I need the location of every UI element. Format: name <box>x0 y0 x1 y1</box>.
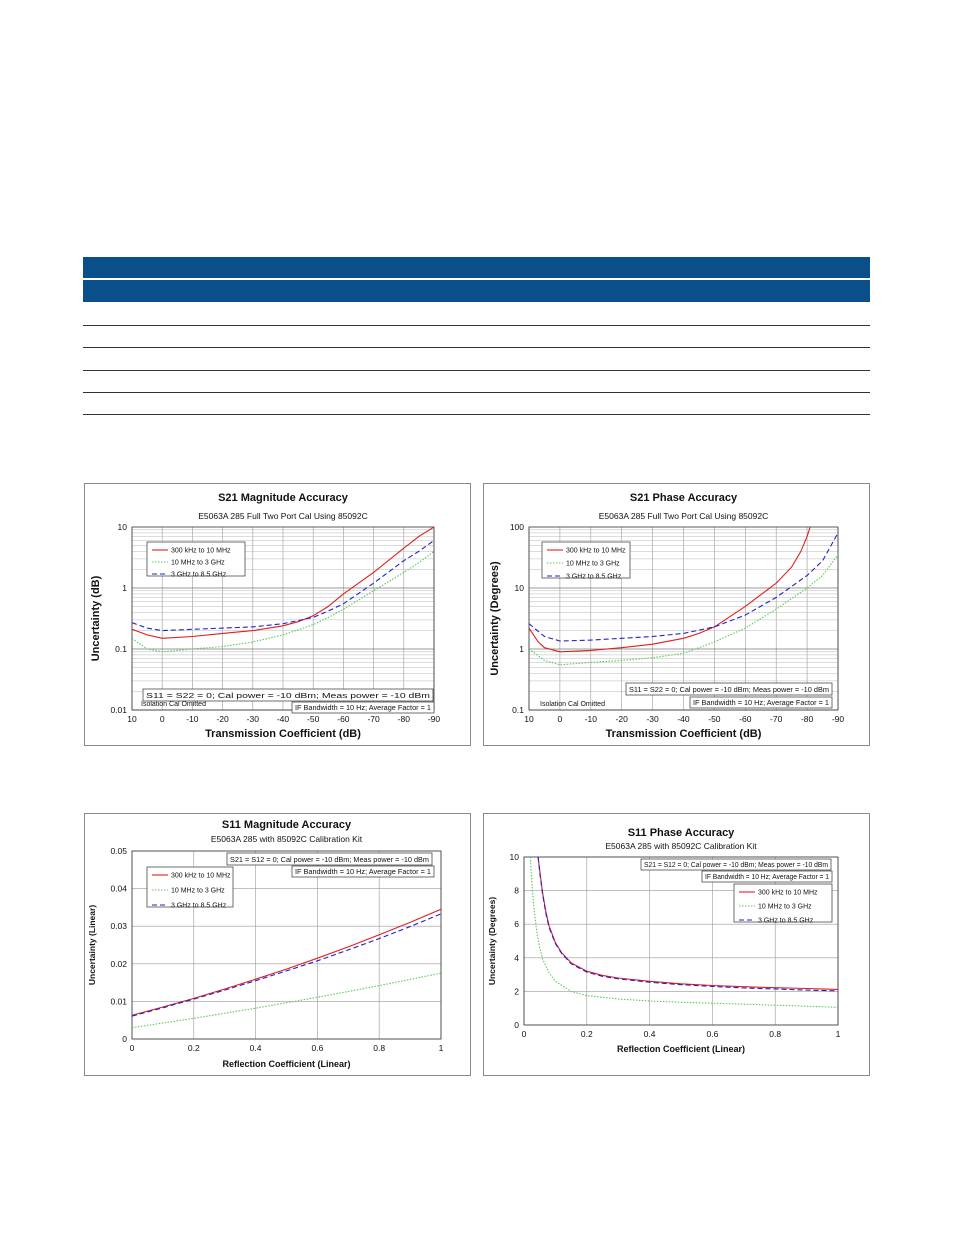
legend-label: 10 MHz to 3 GHz <box>758 903 812 911</box>
table-header-band-1 <box>83 257 870 278</box>
x-tick-label: 0 <box>159 714 165 724</box>
x-tick-label: -80 <box>800 714 814 724</box>
legend-label: 10 MHz to 3 GHz <box>566 560 620 568</box>
x-tick-label: 0.8 <box>769 1029 782 1039</box>
chart-s21-phase <box>484 484 869 745</box>
x-tick-label: -80 <box>397 714 410 724</box>
chart-s11-phase <box>484 814 869 1075</box>
table-rule <box>83 347 870 348</box>
y-tick-label: 8 <box>514 885 519 896</box>
y-tick-label: 0.03 <box>110 921 127 932</box>
x-axis-label: Transmission Coefficient (dB) <box>205 728 361 740</box>
y-tick-label: 4 <box>514 952 519 963</box>
x-tick-label: -90 <box>831 714 845 724</box>
y-tick-label: 0.02 <box>110 958 127 969</box>
chart-s21-magnitude <box>85 484 470 745</box>
legend-label: 300 kHz to 10 MHz <box>566 547 626 555</box>
x-tick-label: 1 <box>438 1043 444 1053</box>
y-tick-label: 0.04 <box>110 883 127 894</box>
chart-subtitle: E5063A 285 with 85092C Calibration Kit <box>210 834 363 844</box>
legend-label: 3 GHz to 8.5 GHz <box>566 573 622 581</box>
annotation-text: IF Bandwidth = 10 Hz; Average Factor = 1 <box>705 874 830 881</box>
x-tick-label: 0.4 <box>249 1043 262 1053</box>
y-tick-label: 0 <box>514 1020 519 1030</box>
chart-panel-s11-phase <box>483 813 870 1076</box>
x-tick-label: 10 <box>524 714 534 724</box>
x-tick-label: -60 <box>337 714 350 724</box>
x-tick-label: 0.6 <box>311 1043 324 1053</box>
x-tick-label: -90 <box>427 714 441 724</box>
x-tick-label: 0 <box>521 1029 527 1039</box>
chart-panel-s21-phase <box>483 483 870 746</box>
annotation-text: S21 = S12 = 0; Cal power = -10 dBm; Meas power = -10 dBm <box>230 857 430 864</box>
chart-s11-magnitude <box>85 814 470 1075</box>
legend-label: 3 GHz to 8.5 GHz <box>171 902 227 910</box>
y-tick-label: 10 <box>514 583 524 593</box>
x-tick-label: -30 <box>246 714 259 724</box>
y-tick-label: 0.05 <box>110 846 127 856</box>
table-rule <box>83 392 870 393</box>
y-tick-label: 0.1 <box>115 644 127 654</box>
x-tick-label: 0.2 <box>187 1043 200 1053</box>
y-tick-label: 10 <box>509 852 519 862</box>
x-tick-label: 0 <box>129 1043 135 1053</box>
table-header-band-2 <box>83 280 870 302</box>
legend-label: 3 GHz to 8.5 GHz <box>171 571 227 579</box>
annotation-text: Isolation Cal Omitted <box>141 701 206 708</box>
table-rule <box>83 370 870 371</box>
y-tick-label: 6 <box>514 919 519 930</box>
chart-title: S21 Phase Accuracy <box>629 492 738 504</box>
x-tick-label: -50 <box>307 714 320 724</box>
annotation-text: Isolation Cal Omitted <box>540 701 605 708</box>
chart-title: S21 Magnitude Accuracy <box>218 492 348 504</box>
chart-panel-s21-magnitude <box>84 483 471 746</box>
x-tick-label: 0.4 <box>643 1029 656 1039</box>
x-tick-label: -10 <box>186 714 199 724</box>
x-tick-label: 0 <box>557 714 563 724</box>
x-tick-label: -20 <box>216 714 229 724</box>
y-tick-label: 10 <box>117 522 127 532</box>
legend-label: 10 MHz to 3 GHz <box>171 559 225 567</box>
chart-panel-s11-magnitude <box>84 813 471 1076</box>
chart-subtitle: E5063A 285 Full Two Port Cal Using 85092C <box>598 511 769 521</box>
chart-subtitle: E5063A 285 with 85092C Calibration Kit <box>605 841 757 851</box>
table-rule <box>83 325 870 326</box>
x-tick-label: 0.6 <box>706 1029 719 1039</box>
x-tick-label: -10 <box>584 714 597 724</box>
y-axis-label: Uncertainty (Degrees) <box>487 896 497 986</box>
y-tick-label: 2 <box>514 986 519 997</box>
x-axis-label: Reflection Coefficient (Linear) <box>222 1059 351 1069</box>
y-tick-label: 0.01 <box>110 705 127 715</box>
legend-label: 300 kHz to 10 MHz <box>171 547 231 555</box>
x-axis-label: Transmission Coefficient (dB) <box>605 728 762 740</box>
x-tick-label: -60 <box>739 714 752 724</box>
annotation-text: IF Bandwidth = 10 Hz; Average Factor = 1 <box>295 869 432 876</box>
x-tick-label: -20 <box>615 714 628 724</box>
y-axis-label: Uncertainty (dB) <box>90 575 102 662</box>
x-tick-label: -40 <box>677 714 690 724</box>
annotation-text: S21 = S12 = 0; Cal power = -10 dBm; Meas power = -10 dBm <box>644 862 829 869</box>
x-tick-label: 0.8 <box>373 1043 386 1053</box>
y-axis-label: Uncertainty (Degrees) <box>489 561 501 676</box>
x-tick-label: -70 <box>770 714 783 724</box>
table-rule <box>83 414 870 415</box>
x-tick-label: 0.2 <box>580 1029 593 1039</box>
chart-title: S11 Phase Accuracy <box>627 827 735 839</box>
x-tick-label: -50 <box>708 714 721 724</box>
legend-label: 300 kHz to 10 MHz <box>171 872 231 880</box>
y-tick-label: 0.1 <box>512 705 524 715</box>
annotation-text: IF Bandwidth = 10 Hz; Average Factor = 1 <box>295 705 432 712</box>
chart-subtitle: E5063A 285 Full Two Port Cal Using 85092C <box>198 511 368 521</box>
x-tick-label: 1 <box>835 1029 841 1039</box>
legend-label: 3 GHz to 8.5 GHz <box>758 917 814 925</box>
y-tick-label: 1 <box>122 583 127 593</box>
y-tick-label: 0.01 <box>110 996 127 1007</box>
y-axis-label: Uncertainty (Linear) <box>87 904 97 986</box>
chart-title: S11 Magnitude Accuracy <box>221 819 352 831</box>
annotation-text: IF Bandwidth = 10 Hz; Average Factor = 1 <box>693 700 830 707</box>
legend-label: 10 MHz to 3 GHz <box>171 887 225 895</box>
legend-label: 300 kHz to 10 MHz <box>758 889 818 897</box>
annotation-text: S11 = S22 = 0; Cal power = -10 dBm; Meas power = -10 dBm <box>629 687 830 694</box>
x-axis-label: Reflection Coefficient (Linear) <box>616 1044 746 1054</box>
y-tick-label: 1 <box>519 644 524 654</box>
x-tick-label: -70 <box>367 714 380 724</box>
annotation-text: S11 = S22 = 0; Cal power = -10 dBm; Meas power = -10 dBm <box>146 693 431 700</box>
x-tick-label: -40 <box>276 714 290 724</box>
x-tick-label: -30 <box>646 714 659 724</box>
y-tick-label: 100 <box>509 522 524 532</box>
x-tick-label: 10 <box>127 714 137 724</box>
y-tick-label: 0 <box>122 1034 127 1044</box>
